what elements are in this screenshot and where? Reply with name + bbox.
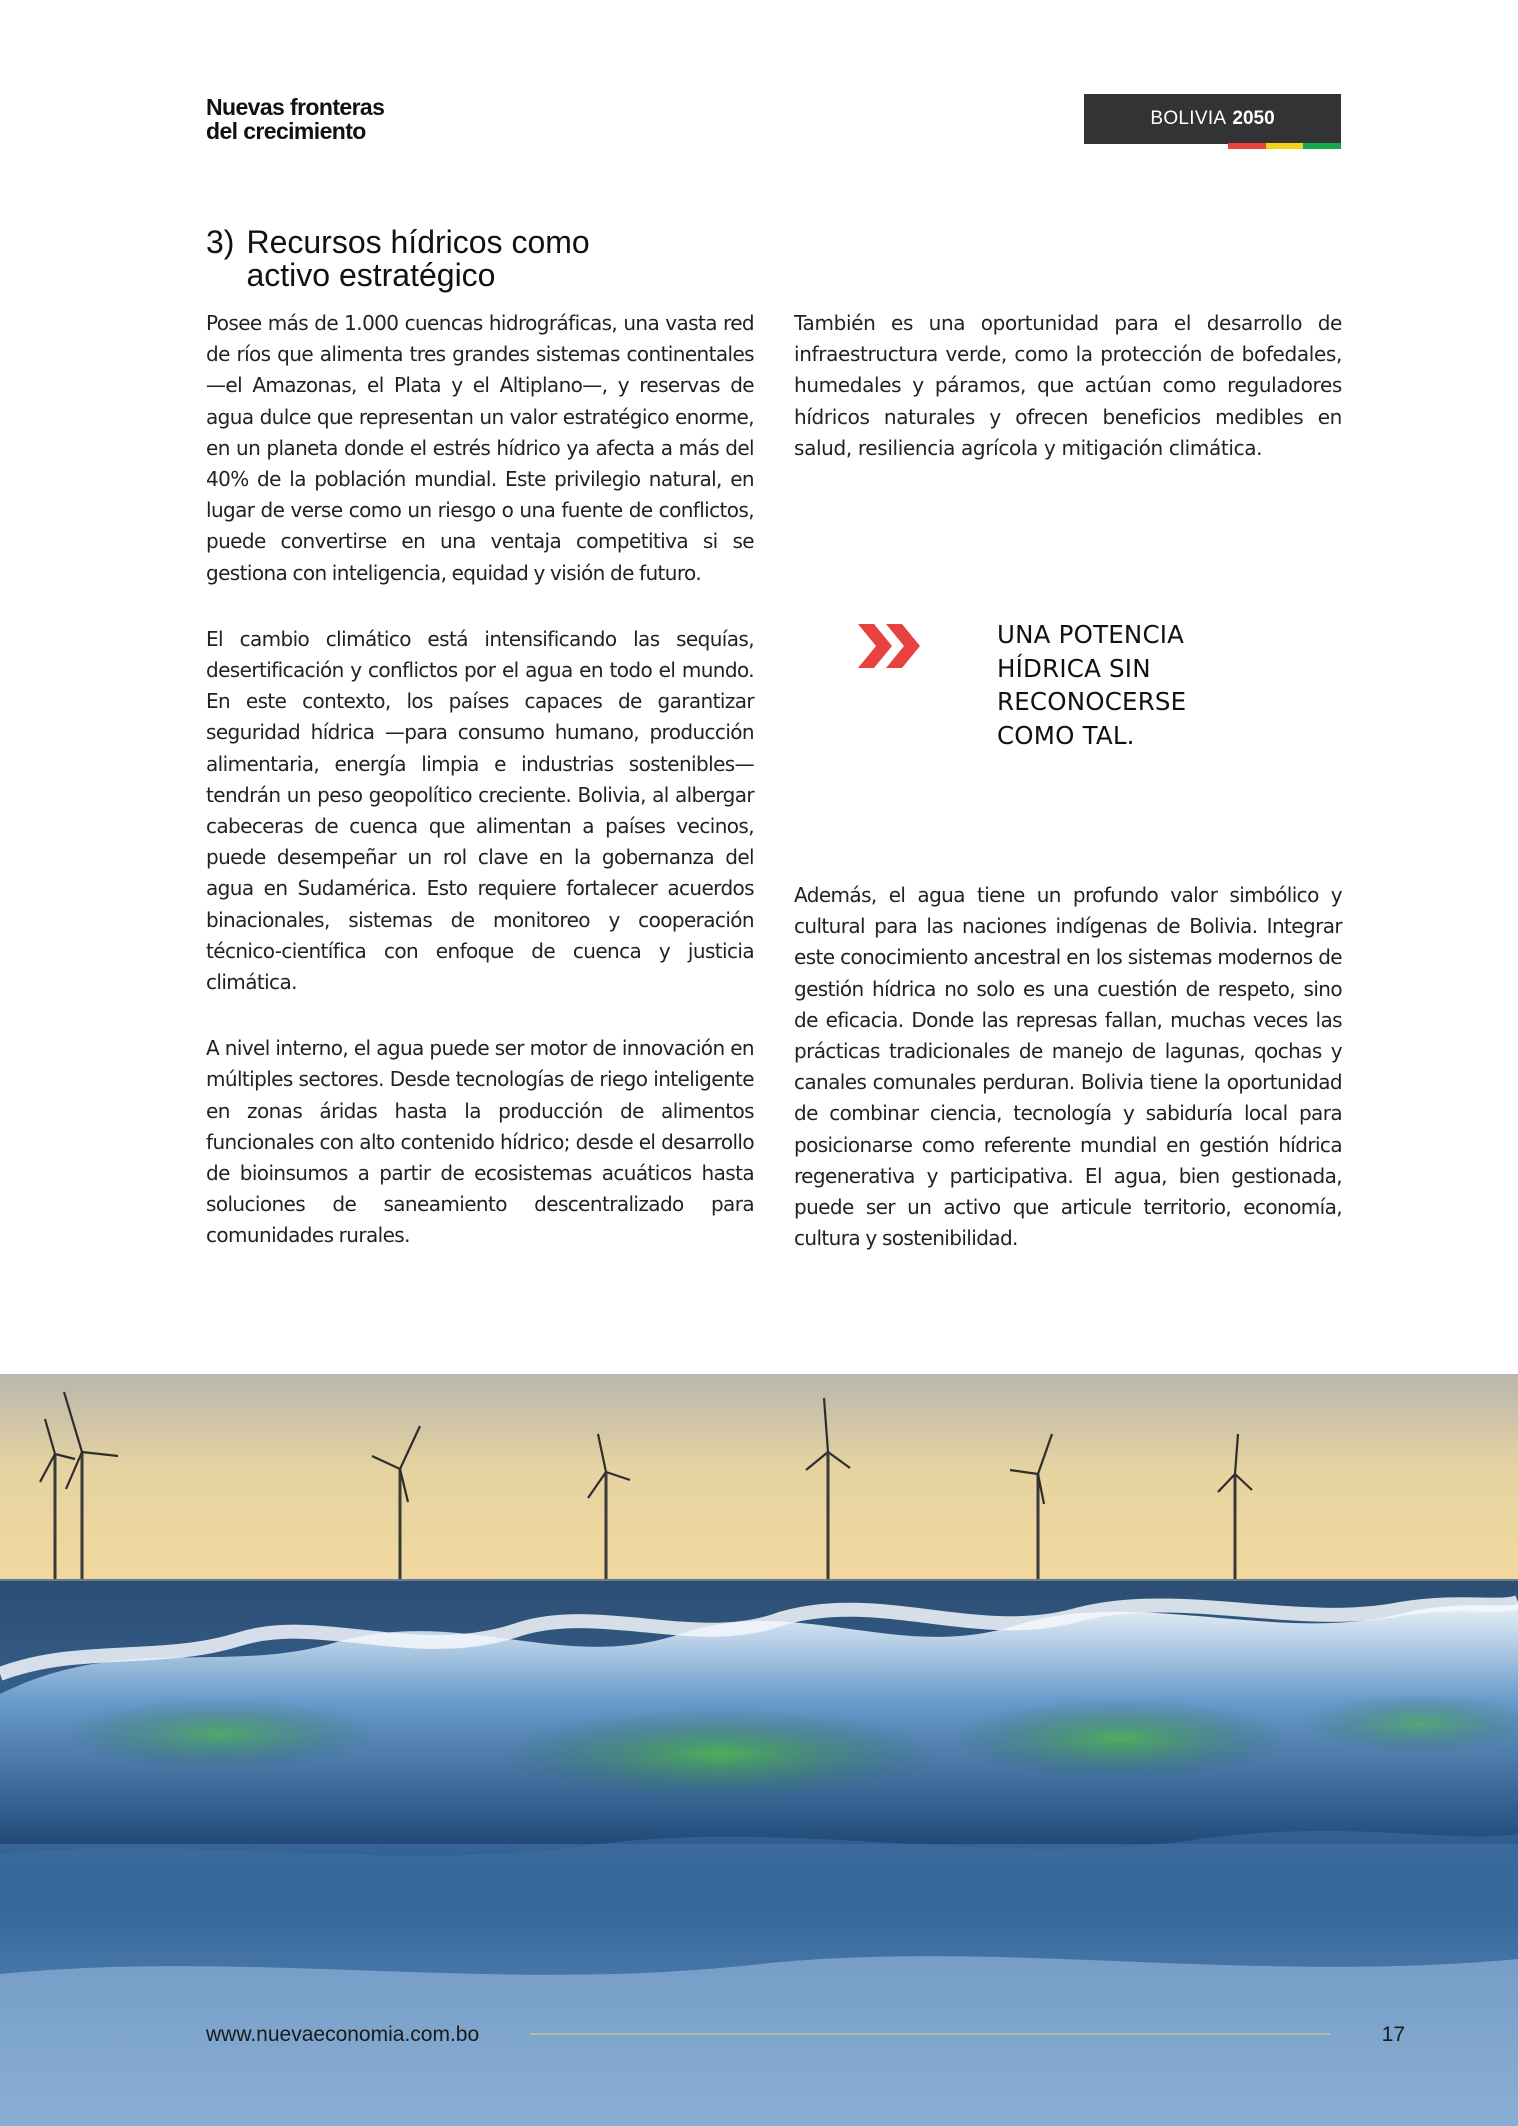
paragraph: El cambio climático está intensificando las sequías, desertificación y conflictos por el agua en todo el mundo. En este contexto, los países capaces de garantizar seguridad hídrica —para consumo humano, producción alimentaria, energía limpia e industrias sostenibles— tendrán un peso geopolítico creciente. Bolivia, al albergar cabeceras de cuenca que alimentan a países vecinos, puede desempeñar un rol clave en la gobernanza del agua en Sudamérica. Esto requiere fortalecer acuerdos binacionales, sistemas de monitoreo y cooperación técnico-científica con enfoque de cuenca y justicia climática. [206, 626, 754, 995]
flag-stripe-red [1228, 143, 1266, 149]
series-badge [1084, 94, 1341, 144]
pull-quote-line: HÍDRICA SIN [997, 653, 1151, 683]
paragraph: También es una oportunidad para el desarrollo de infraestructura verde, como la protección de bofedales, humedales y páramos, que actúan como reguladores hídricos naturales y ofrecen beneficios medibles en salud, resiliencia agrícola y mitigación climática. [794, 311, 1342, 460]
pull-quote-line: RECONOCERSE [997, 687, 1187, 716]
pull-quote-text [997, 618, 1186, 752]
right-column-top [794, 308, 1342, 499]
paragraph: Posee más de 1.000 cuencas hidrográficas, una vasta red de ríos que alimenta tres grandes sistemas continentales —el Amazonas, el Plata y el Altiplano—, y reservas de agua dulce que representan un valor estratégico enorme, en un planeta donde el estrés hídrico ya afecta a más del 40% de la población mundial. Este privilegio natural, en lugar de verse como un riesgo o una fuente de conflictos, puede convertirse en una ventaja competitiva si se gestiona con inteligencia, equidad y visión de futuro. [206, 311, 754, 585]
pull-quote [856, 618, 1296, 758]
publication-title [206, 95, 384, 143]
page-number: 17 [1381, 2023, 1405, 2046]
badge-year: 2050 [1232, 108, 1275, 129]
double-chevron-right-icon [856, 622, 926, 670]
paragraph: Además, el agua tiene un profundo valor simbólico y cultural para las naciones indígenas de Bolivia. Integrar este conocimiento ancestral en los sistemas modernos de gestión hídrica no solo es una cuestión de respeto, sino de eficacia. Donde las represas fallan, muchas veces las prácticas tradicionales de manejo de lagunas, qochas y canales comunales perduran. Bolivia tiene la oportunidad de combinar ciencia, tecnología y sabiduría local para posicionarse como referente mundial en gestión hídrica regenerativa y participativa. El agua, bien gestionada, puede ser un activo que articule territorio, economía, cultura y sostenibilidad. [794, 883, 1342, 1251]
pull-quote-line: UNA POTENCIA [997, 620, 1185, 649]
section-number: 3) [206, 224, 235, 260]
right-column-bottom [794, 880, 1342, 1289]
flag-stripe-yellow [1266, 143, 1303, 149]
photo-illustration [0, 1374, 1518, 2126]
offshore-wind-wave-photo [0, 1374, 1518, 2126]
paragraph: A nivel interno, el agua puede ser motor de innovación en múltiples sectores. Desde tecnologías de riego inteligente en zonas áridas hasta la producción de alimentos funcionales con alto contenido hídrico; desde el desarrollo de bioinsumos a partir de ecosistemas acuáticos hasta soluciones de saneamiento descentralizado para comunidades rurales. [206, 1036, 754, 1248]
section-heading [206, 226, 676, 292]
footer-url: www.nuevaeconomia.com.bo [206, 2023, 480, 2046]
publication-title-line1: Nuevas fronteras [206, 94, 385, 120]
left-column [206, 308, 754, 1287]
flag-stripe-green [1303, 143, 1341, 149]
badge-label: BOLIVIA [1150, 108, 1227, 129]
section-title: Recursos hídricos como activo estratégico [246, 224, 590, 293]
pull-quote-line: COMO TAL. [997, 720, 1135, 750]
publication-title-line2: del crecimiento [206, 118, 366, 144]
